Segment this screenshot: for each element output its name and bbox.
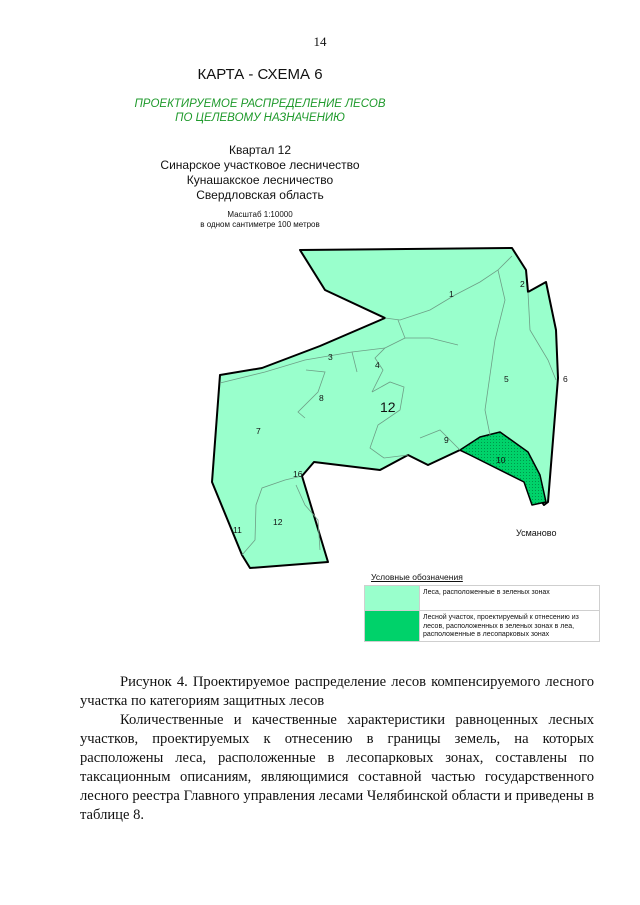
legend-text-green-zone: Леса, расположенные в зеленых зонах (419, 586, 599, 610)
plot-label-1: 1 (449, 289, 454, 299)
legend (364, 585, 600, 642)
plot-label-2: 2 (520, 279, 525, 289)
forestry-label: Кунашакское лесничество (186, 173, 334, 187)
plot-label-9: 9 (444, 435, 449, 445)
plot-label-12: 12 (273, 517, 283, 527)
plot-label-4: 4 (375, 360, 380, 370)
plot-label-11: 11 (233, 525, 242, 535)
body-paragraph-text: Количественные и качественные характеристики равноценных лесных участков, проектируемых к отнесению в границы земель, на которых расположены леса, расположенные в лесопарковых зонах, составлены по таксационным описаниям, являющимися составной частью государственного лесного реестра Главного управления лесами Челябинской области и приведены в таблице 8. (80, 712, 594, 823)
plot-label-7: 7 (256, 426, 261, 436)
plot-label-3: 3 (328, 352, 333, 362)
region-label: Свердловская область (196, 188, 324, 202)
figure-caption (80, 673, 594, 711)
plot-label-8: 8 (319, 393, 324, 403)
map-subtitle-line-1: ПРОЕКТИРУЕМОЕ РАСПРЕДЕЛЕНИЕ ЛЕСОВ (134, 98, 386, 110)
plot-label-10: 10 (496, 455, 506, 465)
figure-caption-text: Рисунок 4. Проектируемое распределение лесов компенсируемого лесного участка по категориям защитных лесов (80, 674, 594, 709)
map-title: КАРТА - СХЕМА 6 (197, 66, 323, 83)
body-paragraph (80, 711, 594, 825)
plot-label-16: 16 (293, 469, 303, 479)
page-number: 14 (313, 34, 327, 49)
quarter-number: 12 (380, 399, 396, 415)
legend-swatch-project-plot (365, 611, 419, 641)
legend-item-green-zone (365, 586, 599, 611)
quarter-label: Квартал 12 (228, 143, 292, 157)
scale-note: в одном сантиметре 100 метров (200, 220, 320, 229)
place-name-label: Усманово (516, 528, 557, 538)
forestry-district-label: Синарское участковое лесничество (160, 158, 360, 172)
plot-label-5: 5 (504, 374, 509, 384)
legend-title: Условные обозначения (371, 572, 463, 582)
legend-item-project-plot (365, 611, 599, 641)
legend-swatch-green-zone (365, 586, 419, 610)
scale-label: Масштаб 1:10000 (227, 210, 293, 219)
legend-text-project-plot: Лесной участок, проектируемый к отнесению из лесов, расположенных в зеленых зонах в леа, расположенные в лесопарковых зонах (419, 611, 599, 641)
plot-label-6: 6 (563, 374, 568, 384)
map-subtitle-line-2: ПО ЦЕЛЕВОМУ НАЗНАЧЕНИЮ (175, 112, 345, 124)
